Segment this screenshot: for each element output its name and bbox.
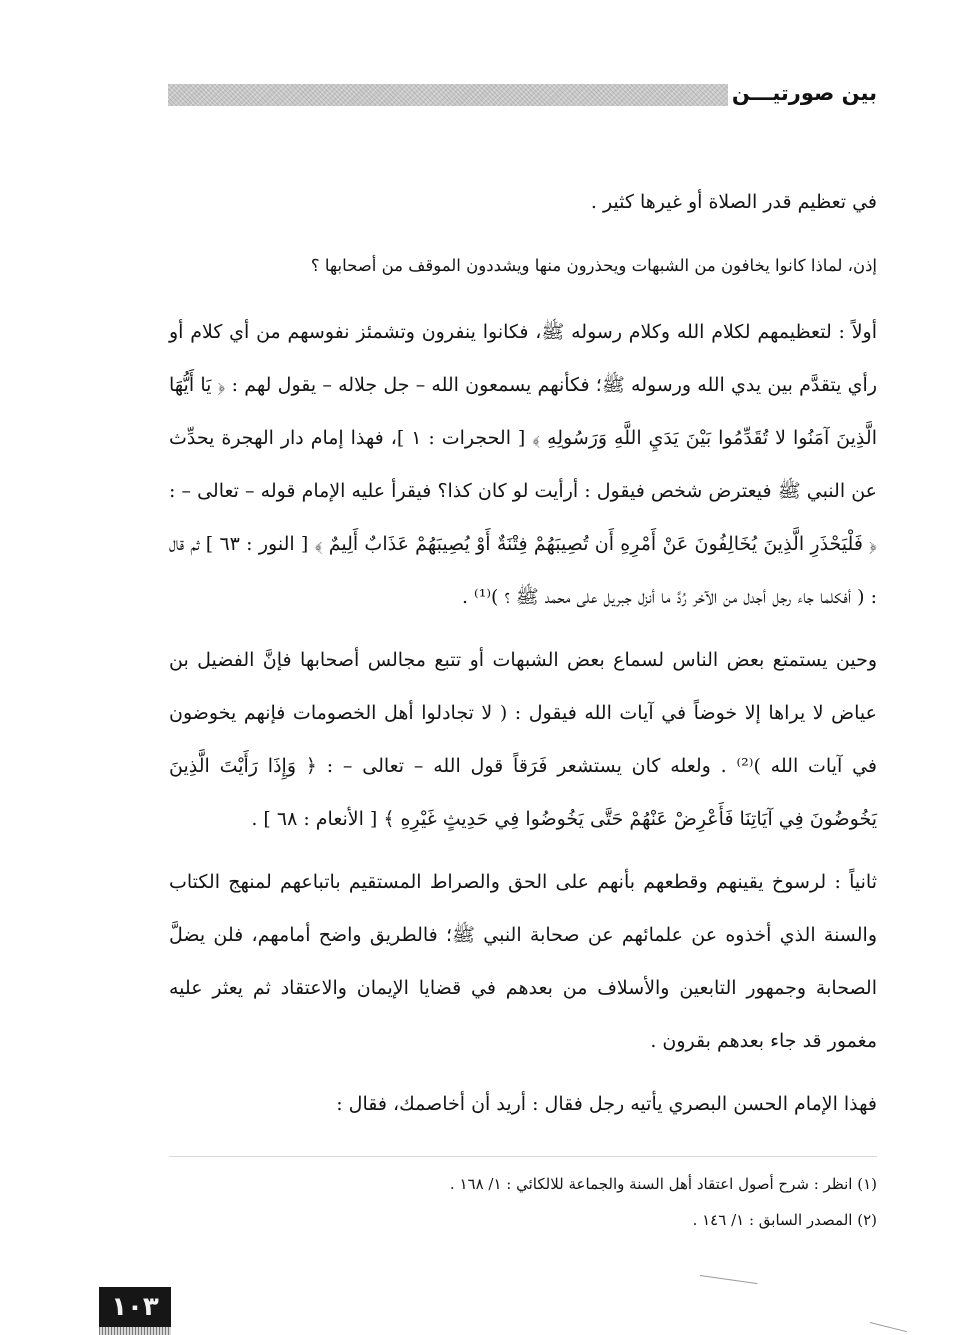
page-number-shade <box>99 1327 171 1335</box>
scan-artifact <box>870 1322 907 1332</box>
footnotes <box>169 1166 877 1238</box>
running-header-band <box>168 84 728 106</box>
footnote: (١) انظر : شرح أصول اعتقاد أهل السنة والجماعة للالكائي : ١/ ١٦٨ . <box>449 1175 877 1193</box>
page-number: ١٠٣ <box>99 1287 171 1327</box>
paragraph: أولاً : لتعظيمهم لكلام الله وكلام رسوله ﷺ، فكانوا ينفرون وتشمئز نفوسهم من أي كلام أو رأي يتقدَّم بين يدي الله ورسوله ﷺ؛ فكأنهم يسمعون الله – جل جلاله – يقول لهم : ﴿ يَا أَيُّهَا الَّذِينَ آمَنُوا لا تُقَدِّمُوا بَيْنَ يَدَيِ اللَّهِ وَرَسُولِهِ ﴾ [ الحجرات : ١ ]، فهذا إمام دار الهجرة يحدِّث عن النبي ﷺ فيعترض شخص فيقول : أرأيت لو كان كذا؟ فيقرأ عليه الإمام قوله – تعالى – : ﴿ فَلْيَحْذَرِ الَّذِينَ يُخَالِفُونَ عَنْ أَمْرِهِ أَن تُصِيبَهُمْ فِتْنَةٌ أَوْ يُصِيبَهُمْ عَذَابٌ أَلِيمٌ ﴾ [ النور : ٦٣ ] ثم قال : ( أفكلما جاء رجل أجدل من الآخر رُدَّ ما أنزل جبريل على محمد ﷺ ؟ )⁽¹⁾ . <box>169 321 877 608</box>
page-body <box>169 176 877 1141</box>
paragraph: في تعظيم قدر الصلاة أو غيرها كثير . <box>590 191 877 213</box>
paragraph: ثانياً : لرسوخ يقينهم وقطعهم بأنهم على الحق والصراط المستقيم باتباعهم لمنهج الكتاب والسنة الذي أخذوه عن علمائهم عن صحابة النبي ﷺ؛ فالطريق واضح أمامهم، فلن يضلَّ الصحابة وجمهور التابعين والأسلاف من بعدهم في قضايا الإيمان والاعتقاد ثم يعثر عليه مغمور قد جاء بعدهم بقرون . <box>169 871 877 1052</box>
paragraph: وحين يستمتع بعض الناس لسماع بعض الشبهات أو تتبع مجالس أصحابها فإنَّ الفضيل بن عياض لا يراها إلا خوضاً في آيات الله فيقول : ( لا تجادلوا أهل الخصومات فإنهم يخوضون في آيات الله )⁽²⁾ . ولعله كان يستشعر فَرَقاً قول الله – تعالى – : ﴿ وَإِذَا رَأَيْتَ الَّذِينَ يَخُوضُونَ فِي آيَاتِنَا فَأَعْرِضْ عَنْهُمْ حَتَّى يَخُوضُوا فِي حَدِيثٍ غَيْرِهِ ﴾ [ الأنعام : ٦٨ ] . <box>169 649 877 830</box>
running-header-title: بين صورتيـــن <box>731 81 877 105</box>
scan-artifact <box>700 1275 758 1284</box>
footnote-divider <box>169 1156 877 1157</box>
footnote: (٢) المصدر السابق : ١/ ١٤٦ . <box>692 1211 877 1229</box>
paragraph-question: إذن، لماذا كانوا يخافون من الشبهات ويحذرون منها ويشددون الموقف من أصحابها ؟ <box>310 256 877 275</box>
paragraph: فهذا الإمام الحسن البصري يأتيه رجل فقال : أريد أن أخاصمك، فقال : <box>336 1093 877 1115</box>
